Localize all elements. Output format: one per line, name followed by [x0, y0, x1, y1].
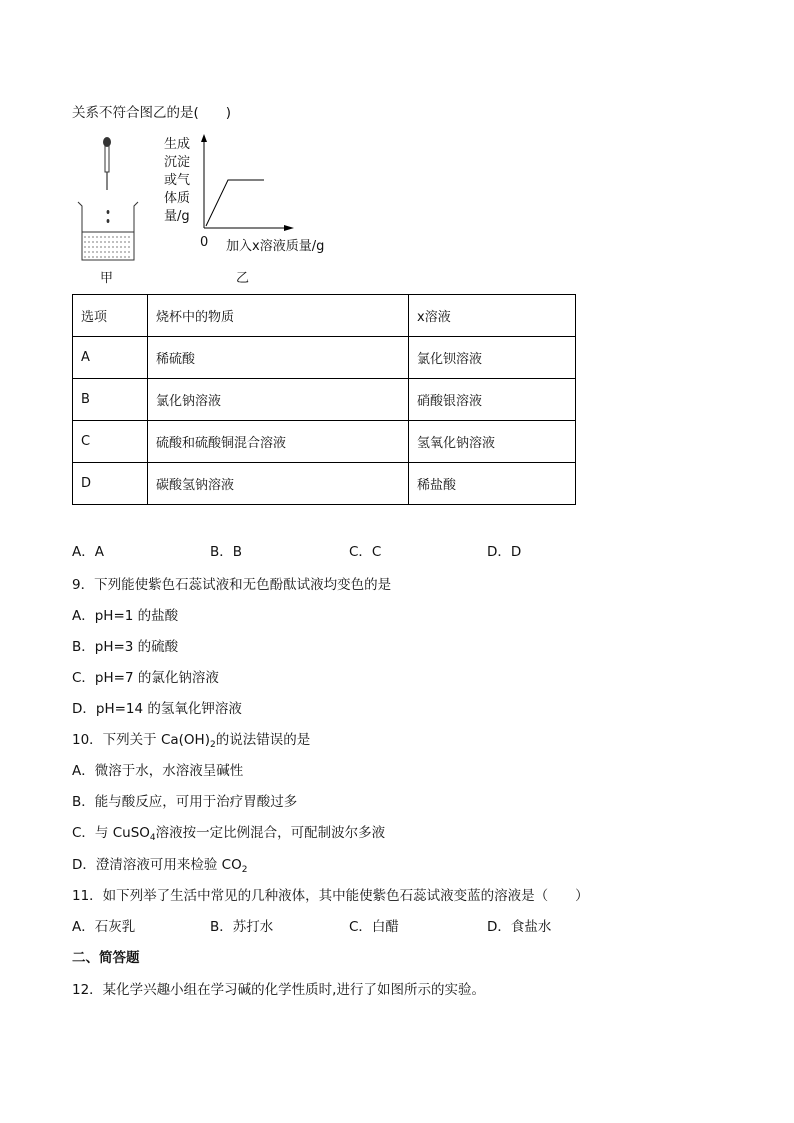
- question-8-stem-tail: 关系不符合图乙的是( ): [72, 105, 232, 121]
- table-row: [73, 421, 576, 463]
- table-row: [73, 463, 576, 505]
- q8-option-c: C．C: [349, 544, 382, 560]
- table-cell: B: [73, 379, 148, 421]
- dropper-icon: [103, 137, 111, 190]
- graph-curve: [206, 180, 264, 226]
- table-cell: A: [73, 337, 148, 379]
- q10-stem-post: 的说法错误的是: [215, 732, 311, 748]
- q11-option-c: C．白醋: [349, 919, 399, 935]
- q12-stem: 12．某化学兴趣小组在学习碱的化学性质时,进行了如图所示的实验。: [72, 982, 485, 998]
- caption-yi: 乙: [236, 271, 250, 286]
- table-cell: 氯化钡溶液: [409, 337, 576, 379]
- options-table: [72, 294, 576, 505]
- q8-option-b: B．B: [210, 544, 243, 560]
- q10-option-d: [72, 856, 247, 879]
- q9-stem: 9．下列能使紫色石蕊试液和无色酚酞试液均变色的是: [72, 577, 392, 593]
- beaker-icon: [78, 202, 138, 260]
- table-cell: C: [73, 421, 148, 463]
- q10-c-sub: 4: [149, 833, 156, 843]
- q8-option-d: D．D: [487, 544, 522, 560]
- q10-c-post: 溶液按一定比例混合，可配制波尔多液: [155, 825, 386, 841]
- q9-option-c: C．pH=7 的氯化钠溶液: [72, 670, 219, 686]
- table-header-cell: 烧杯中的物质: [148, 295, 409, 337]
- table-cell: 硫酸和硫酸铜混合溶液: [148, 421, 409, 463]
- q9-option-a: A．pH=1 的盐酸: [72, 608, 179, 624]
- q10-option-c: [72, 824, 385, 847]
- table-header-cell: x溶液: [409, 295, 576, 337]
- table-header-cell: 选项: [73, 295, 148, 337]
- table-cell: 稀盐酸: [409, 463, 576, 505]
- q11-stem: 11．如下列举了生活中常见的几种液体，其中能使紫色石蕊试液变蓝的溶液是（ ）: [72, 888, 589, 904]
- q8-option-a: A．A: [72, 544, 104, 560]
- table-cell: D: [73, 463, 148, 505]
- q10-option-b: B．能与酸反应，可用于治疗胃酸过多: [72, 794, 298, 810]
- q9-option-d: D．pH=14 的氢氧化钾溶液: [72, 701, 242, 717]
- table-row: [73, 337, 576, 379]
- graph-x-label: 加入x溶液质量/g: [226, 239, 325, 254]
- figure-8: [72, 134, 372, 284]
- table-cell: 稀硫酸: [148, 337, 409, 379]
- q10-stem-pre: 10．下列关于 Ca(OH): [72, 732, 210, 748]
- table-row: [73, 379, 576, 421]
- graph-origin: 0: [200, 235, 209, 250]
- q11-option-b: B．苏打水: [210, 919, 274, 935]
- table-cell: 碳酸氢钠溶液: [148, 463, 409, 505]
- table-header-row: [73, 295, 576, 337]
- q10-c-pre: C．与 CuSO: [72, 825, 150, 841]
- graph-y-label: 生成沉淀或气体质量/g: [164, 137, 191, 224]
- q11-option-a: A．石灰乳: [72, 919, 136, 935]
- caption-jia: 甲: [100, 271, 114, 286]
- table-cell: 硝酸银溶液: [409, 379, 576, 421]
- q10-stem: [72, 731, 310, 754]
- q10-option-a: A．微溶于水，水溶液呈碱性: [72, 763, 244, 779]
- table-cell: 氢氧化钠溶液: [409, 421, 576, 463]
- q11-option-d: D．食盐水: [487, 919, 552, 935]
- q10-stem-sub: 2: [209, 740, 216, 750]
- q10-d-sub: 2: [241, 865, 248, 875]
- graph-axes: [201, 134, 294, 231]
- section-heading: 二、简答题: [72, 950, 140, 966]
- q9-option-b: B．pH=3 的硫酸: [72, 639, 179, 655]
- figure-8-drawing: [72, 134, 372, 284]
- table-cell: 氯化钠溶液: [148, 379, 409, 421]
- q10-d-pre: D．澄清溶液可用来检验 CO: [72, 857, 242, 873]
